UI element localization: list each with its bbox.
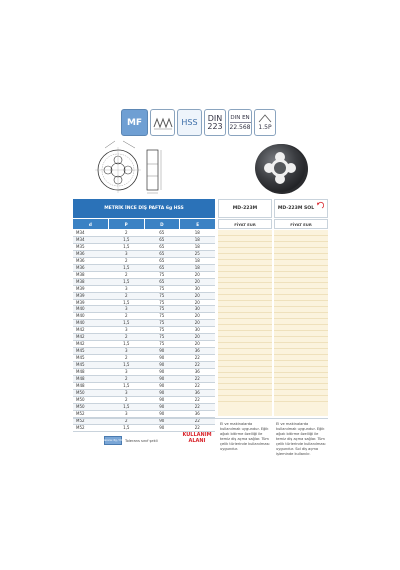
cell-pitch: 1,5 (109, 362, 145, 369)
cell-outer-diameter: 90 (144, 410, 180, 417)
cell-d: M36 (73, 250, 109, 257)
cell-thickness: 20 (180, 299, 216, 306)
cell-d: M39 (73, 299, 109, 306)
chamfer-angle-icon (258, 114, 272, 123)
cell-thickness: 20 (180, 278, 216, 285)
cell-pitch: 2 (109, 376, 145, 383)
price-cell (274, 396, 328, 402)
header-d-outer: D (145, 219, 181, 229)
angle-badge (254, 109, 276, 136)
cell-d: M50 (73, 403, 109, 410)
cell-d: M35 (73, 243, 109, 250)
usage-area-title (180, 432, 214, 444)
table-row (73, 396, 215, 403)
cell-outer-diameter: 65 (144, 257, 180, 264)
cell-outer-diameter: 75 (144, 299, 180, 306)
cell-pitch: 3 (109, 327, 145, 334)
cell-outer-diameter: 75 (144, 334, 180, 341)
cell-thickness: 22 (180, 382, 216, 389)
cell-outer-diameter: 75 (144, 341, 180, 348)
spec-table-body (73, 230, 215, 431)
mf-label: MF (126, 117, 143, 128)
cell-d: M38 (73, 278, 109, 285)
cell-pitch: 3 (109, 369, 145, 376)
table-row (73, 320, 215, 327)
cell-outer-diameter: 75 (144, 306, 180, 313)
cell-thickness: 30 (180, 306, 216, 313)
cell-d: M42 (73, 327, 109, 334)
cell-pitch: 1,5 (109, 320, 145, 327)
table-row (73, 271, 215, 278)
cell-outer-diameter: 90 (144, 396, 180, 403)
cell-thickness: 18 (180, 243, 216, 250)
cell-thickness: 30 (180, 327, 216, 334)
cell-outer-diameter: 75 (144, 327, 180, 334)
cell-thickness: 30 (180, 285, 216, 292)
din22568-badge (228, 109, 252, 136)
price-col2-label (274, 219, 328, 229)
cell-pitch: 1,5 (109, 424, 145, 431)
table-row (73, 327, 215, 334)
usage-note-col2: El ve makinalarda kullanılmak uygundur. Eğik ağızlı bitirme özelliği ile temiz diş açma sağlar. Tüm çelik türlerinde kullanılması uygundur. Sol diş açma işleminde kullanılır. (276, 422, 326, 456)
cell-pitch: 2 (109, 257, 145, 264)
cell-d: M40 (73, 313, 109, 320)
cell-outer-diameter: 90 (144, 376, 180, 383)
cell-d: M45 (73, 362, 109, 369)
cell-thickness: 20 (180, 292, 216, 299)
cell-pitch: 2 (109, 396, 145, 403)
price-col1-code (218, 199, 272, 218)
cell-thickness: 25 (180, 250, 216, 257)
cell-pitch: 3 (109, 306, 145, 313)
cell-pitch: 1,5 (109, 299, 145, 306)
table-row (73, 313, 215, 320)
table-row (73, 341, 215, 348)
cell-outer-diameter: 90 (144, 417, 180, 424)
cell-pitch: 2 (109, 355, 145, 362)
cell-outer-diameter: 90 (144, 389, 180, 396)
cell-thickness: 36 (180, 389, 216, 396)
cell-thickness: 18 (180, 230, 216, 236)
table-row (73, 250, 215, 257)
usage-note-col1: El ve makinalarda kullanılmak uygundur. Eğik ağızlı bitirme özelliği ile temiz diş açma sağlar. Tüm çelik türlerinde kullanılması uygundur. (220, 422, 270, 451)
cell-thickness: 22 (180, 424, 216, 431)
cell-pitch: 3 (109, 389, 145, 396)
table-row (73, 236, 215, 243)
cell-pitch: 3 (109, 410, 145, 417)
price-col1-label (218, 219, 272, 229)
din223-top: DIN (207, 113, 223, 123)
legend-swatch: Tolerans: 6g / Dişli (104, 436, 122, 445)
left-hand-arrow-icon (316, 202, 324, 210)
hss-badge (177, 109, 202, 136)
table-row (73, 376, 215, 383)
cell-thickness: 36 (180, 410, 216, 417)
cell-outer-diameter: 90 (144, 424, 180, 431)
cell-thickness: 20 (180, 334, 216, 341)
cell-thickness: 36 (180, 348, 216, 355)
cell-pitch: 2 (109, 292, 145, 299)
cell-thickness: 20 (180, 341, 216, 348)
table-row (73, 278, 215, 285)
cell-d: M45 (73, 348, 109, 355)
cell-outer-diameter: 65 (144, 230, 180, 236)
table-title (73, 199, 215, 218)
cell-d: M38 (73, 271, 109, 278)
din22568-top: DIN EN (230, 114, 250, 121)
din22568-bottom: 22.568 (229, 123, 251, 131)
cell-outer-diameter: 65 (144, 243, 180, 250)
cell-outer-diameter: 75 (144, 292, 180, 299)
usage-title-line2: ALANI (188, 438, 206, 444)
cell-thickness: 18 (180, 257, 216, 264)
cell-d: M52 (73, 417, 109, 424)
cell-thickness: 18 (180, 236, 216, 243)
cell-pitch: 2 (109, 230, 145, 236)
mf-badge (121, 109, 148, 136)
thread-profile-icon (150, 109, 175, 136)
table-row (73, 355, 215, 362)
table-row (73, 382, 215, 389)
cell-outer-diameter: 90 (144, 355, 180, 362)
table-row (73, 334, 215, 341)
cell-thickness: 22 (180, 417, 216, 424)
cell-d: M48 (73, 376, 109, 383)
cell-d: M50 (73, 396, 109, 403)
cell-pitch: 1,5 (109, 403, 145, 410)
die-product-image (252, 140, 310, 196)
table-header-row (73, 219, 215, 229)
usage-title-line1: KULLANIM (182, 432, 212, 438)
cell-outer-diameter: 90 (144, 348, 180, 355)
cell-thickness: 20 (180, 271, 216, 278)
header-p: P (109, 219, 145, 229)
price-col2-cells (274, 230, 328, 416)
cell-d: M45 (73, 355, 109, 362)
cell-d: M50 (73, 389, 109, 396)
cell-outer-diameter: 75 (144, 285, 180, 292)
cell-outer-diameter: 75 (144, 313, 180, 320)
cell-outer-diameter: 65 (144, 278, 180, 285)
cell-pitch: 2 (109, 417, 145, 424)
price-col2-code (274, 199, 328, 218)
cell-d: M34 (73, 236, 109, 243)
cell-pitch: 3 (109, 348, 145, 355)
price-col1-cells (218, 230, 272, 416)
cell-pitch: 1,5 (109, 243, 145, 250)
cell-thickness: 36 (180, 369, 216, 376)
cell-thickness: 20 (180, 313, 216, 320)
table-row (73, 292, 215, 299)
header-e: E (180, 219, 215, 229)
spec-table (73, 230, 215, 432)
cell-d: M36 (73, 257, 109, 264)
cell-thickness: 22 (180, 403, 216, 410)
din223-bottom: 223 (207, 121, 223, 131)
cell-d: M34 (73, 230, 109, 236)
cell-d: M40 (73, 320, 109, 327)
cell-thickness: 18 (180, 264, 216, 271)
cell-d: M42 (73, 334, 109, 341)
cell-outer-diameter: 65 (144, 236, 180, 243)
table-row (73, 362, 215, 369)
cell-pitch: 2 (109, 313, 145, 320)
cell-d: M36 (73, 264, 109, 271)
cell-thickness: 22 (180, 376, 216, 383)
cell-pitch: 1,5 (109, 341, 145, 348)
hss-label: HSS (181, 118, 198, 127)
header-d: d (73, 219, 109, 229)
cell-d: M52 (73, 410, 109, 417)
cell-outer-diameter: 90 (144, 369, 180, 376)
cell-thickness: 22 (180, 396, 216, 403)
cell-pitch: 3 (109, 285, 145, 292)
cell-pitch: 1,5 (109, 264, 145, 271)
table-row (73, 348, 215, 355)
cell-outer-diameter: 90 (144, 362, 180, 369)
cell-d: M48 (73, 382, 109, 389)
cell-outer-diameter: 90 (144, 382, 180, 389)
cell-pitch: 2 (109, 334, 145, 341)
cell-outer-diameter: 65 (144, 264, 180, 271)
table-row (73, 264, 215, 271)
tolerance-legend (101, 436, 158, 445)
cell-outer-diameter: 90 (144, 403, 180, 410)
table-row (73, 389, 215, 396)
cell-outer-diameter: 75 (144, 271, 180, 278)
cell-d: M52 (73, 424, 109, 431)
cell-outer-diameter: 65 (144, 250, 180, 257)
price-col2-label-text: FİYAT EUR (290, 221, 312, 227)
cell-pitch: 3 (109, 250, 145, 257)
table-row (73, 410, 215, 417)
die-technical-drawing (95, 138, 167, 196)
table-row (73, 403, 215, 410)
table-title-text: METRİK İNCE DİŞ PAFTA 6g HSS (104, 206, 184, 211)
cell-d: M42 (73, 341, 109, 348)
price-cell (218, 396, 272, 402)
cell-pitch: 1,5 (109, 236, 145, 243)
din223-badge (204, 109, 226, 136)
cell-thickness: 20 (180, 320, 216, 327)
cell-d: M48 (73, 369, 109, 376)
legend-text: Tolerans sınıf şekli (125, 438, 158, 443)
price-col1-label-text: FİYAT EUR (234, 221, 256, 227)
table-row (73, 299, 215, 306)
thread-icon (153, 115, 173, 131)
cell-thickness: 22 (180, 355, 216, 362)
price-col1-code-text: MD-223M (232, 206, 258, 211)
cell-pitch: 1,5 (109, 278, 145, 285)
cell-outer-diameter: 75 (144, 320, 180, 327)
cell-d: M39 (73, 292, 109, 299)
table-row (73, 369, 215, 376)
angle-label: 1.5P (258, 123, 272, 131)
cell-thickness: 22 (180, 362, 216, 369)
cell-d: M40 (73, 306, 109, 313)
table-row (73, 243, 215, 250)
table-row (73, 257, 215, 264)
cell-pitch: 2 (109, 271, 145, 278)
table-row (73, 285, 215, 292)
cell-pitch: 1,5 (109, 382, 145, 389)
table-row (73, 306, 215, 313)
price-col2-code-text: MD-223M SOL (277, 206, 315, 211)
cell-d: M39 (73, 285, 109, 292)
